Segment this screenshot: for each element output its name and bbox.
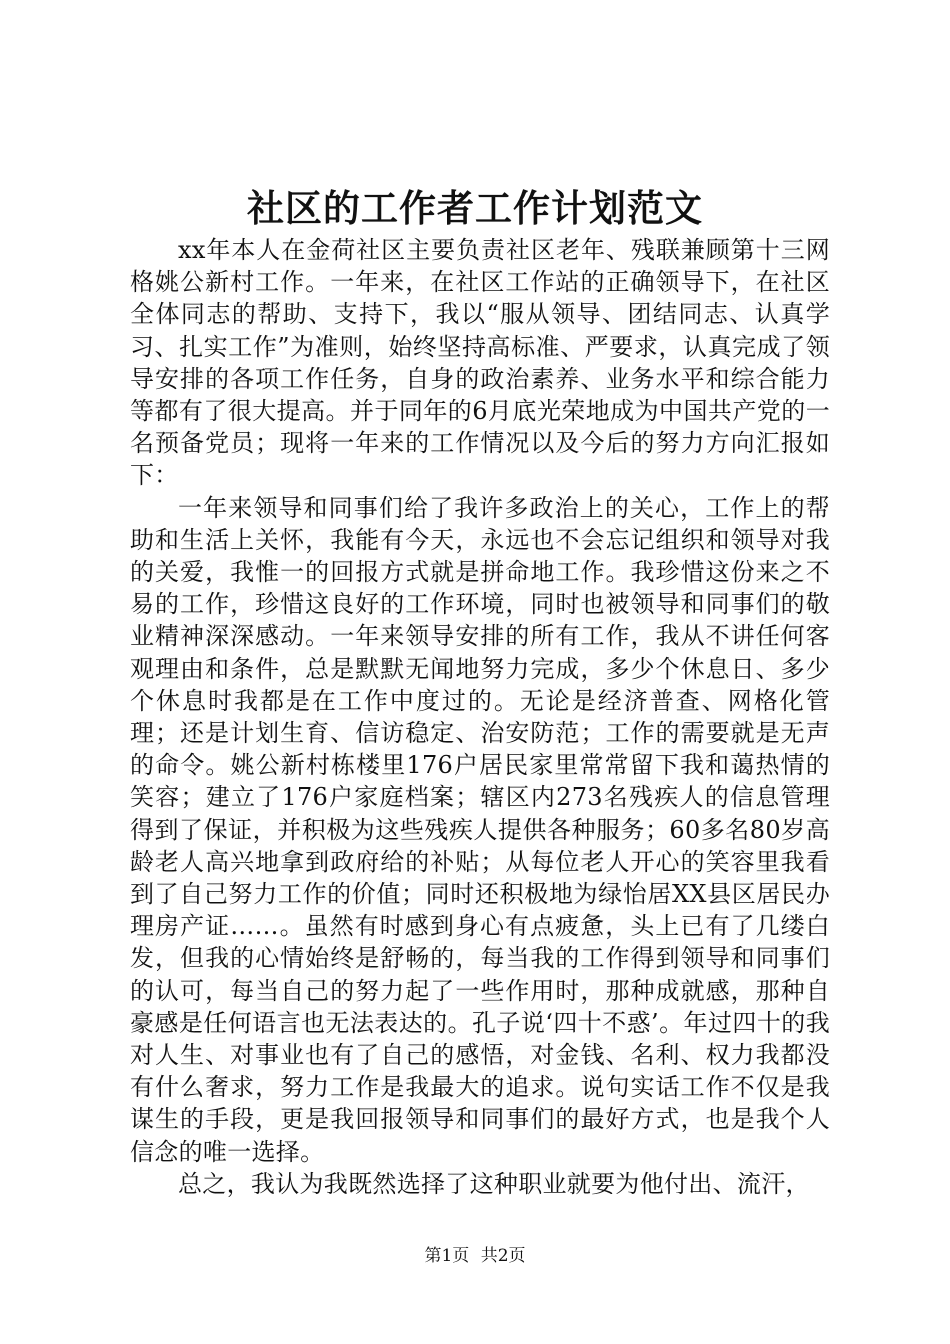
paragraph-2: 一年来领导和同事们给了我许多政治上的关心，工作上的帮助和生活上关怀，我能有今天，永远也不会忘记组织和领导对我的关爱，我惟一的回报方式就是拼命地工作。我珍惜这份来之不易的工作，珍惜这良好的工作环境，同时也被领导和同事们的敬业精神深深感动。一年来领导安排的所有工作，我从不讲任何客观理由和条件，总是默默无闻地努力完成，多少个休息日、多少个休息时我都是在工作中度过的。无论是经济普查、网格化管理；还是计划生育、信访稳定、治安防范；工作的需要就是无声的命令。姚公新村栋楼里176户居民家里常常留下我和蔼热情的笑容；建立了176户家庭档案；辖区内273名残疾人的信息管理得到了保证，并积极为这些残疾人提供各种服务；60多名80岁高龄老人高兴地拿到政府给的补贴；从每位老人开心的笑容里我看到了自己努力工作的价值；同时还积极地为绿怡居XX县区居民办理房产证……。虽然有时感到身心有点疲惫，头上已有了几缕白发，但我的心情始终是舒畅的，每当我的工作得到领导和同事们的认可，每当自己的努力起了一些作用时，那种成就感，那种自豪感是任何语言也无法表达的。孔子说‘四十不惑’。年过四十的我对人生、对事业也有了自己的感悟，对金钱、名利、权力我都没有什么奢求，努力工作是我最大的追求。说句实话工作不仅是我谋生的手段，更是我回报领导和同事们的最好方式，也是我个人信念的唯一选择。 [130,493,830,1166]
paragraph-1: xx年本人在金荷社区主要负责社区老年、残联兼顾第十三网格姚公新村工作。一年来，在社区工作站的正确领导下，在社区全体同志的帮助、支持下，我以“服从领导、团结同志、认真学习、扎实工作”为准则，始终坚持高标准、严要求，认真完成了领导安排的各项工作任务，自身的政治素养、业务水平和综合能力等都有了很大提高。并于同年的6月底光荣地成为中国共产党的一名预备党员；现将一年来的工作情况以及今后的努力方向汇报如下： [130,236,830,490]
document-title: 社区的工作者工作计划范文 [247,186,703,230]
page-footer [0,1245,950,1267]
paragraph-3: 总之，我认为我既然选择了这种职业就要为他付出、流汗， [178,1169,810,1198]
page-total: 共2页 [480,1246,526,1266]
document-body [130,234,830,1200]
page-number: 第1页 [424,1246,470,1266]
